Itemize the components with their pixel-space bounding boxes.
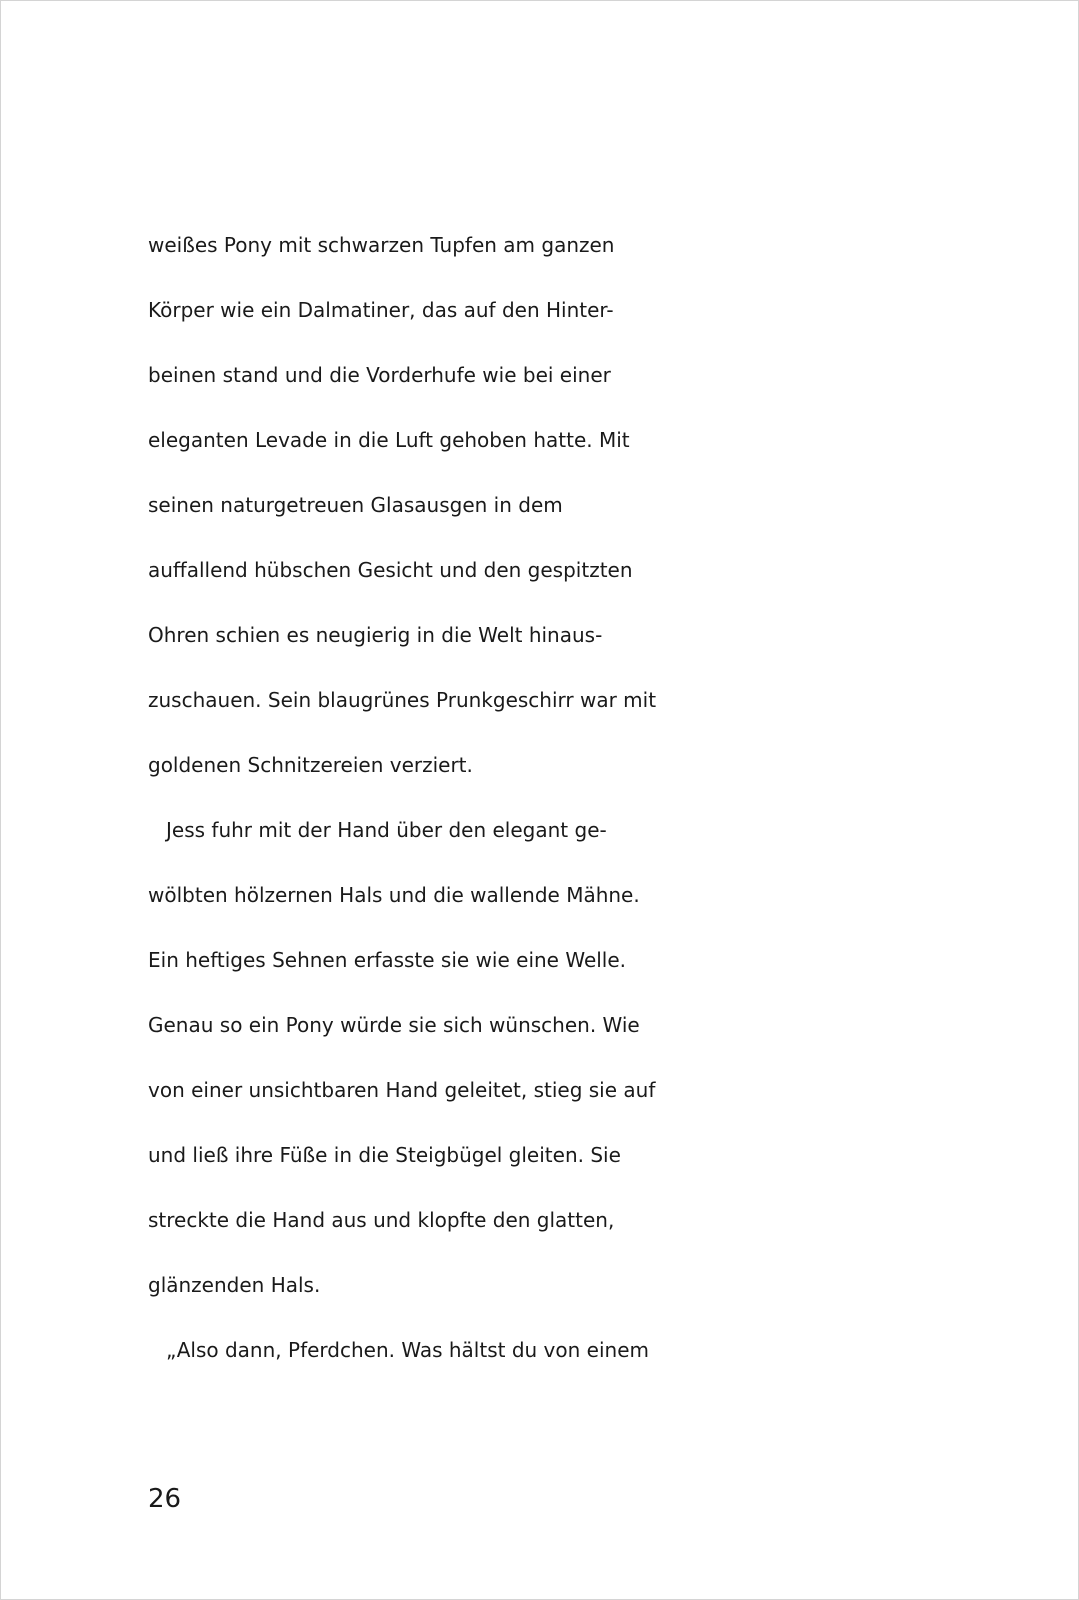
- paragraph-start-line: „Also dann, Pferdchen. Was hältst du von einem: [166, 1338, 649, 1362]
- text-line: und ließ ihre Füße in die Steigbügel gleiten. Sie: [148, 1143, 621, 1167]
- paragraph-start-line: Jess fuhr mit der Hand über den elegant ge-: [166, 818, 607, 842]
- text-line: goldenen Schnitzereien verziert.: [148, 753, 473, 777]
- page-number: 26: [148, 1484, 182, 1514]
- text-line: glänzenden Hals.: [148, 1273, 321, 1297]
- text-line: weißes Pony mit schwarzen Tupfen am ganzen: [148, 233, 615, 257]
- text-line: auffallend hübschen Gesicht und den gespitzten: [148, 558, 633, 582]
- text-line: wölbten hölzernen Hals und die wallende Mähne.: [148, 883, 640, 907]
- text-line: Genau so ein Pony würde sie sich wünschen. Wie: [148, 1013, 640, 1037]
- text-line: Körper wie ein Dalmatiner, das auf den Hinter-: [148, 298, 614, 322]
- text-line: zuschauen. Sein blaugrünes Prunkgeschirr war mit: [148, 688, 657, 712]
- text-line: eleganten Levade in die Luft gehoben hatte. Mit: [148, 428, 630, 452]
- text-line: von einer unsichtbaren Hand geleitet, stieg sie auf: [148, 1078, 656, 1102]
- text-line: streckte die Hand aus und klopfte den glatten,: [148, 1208, 615, 1232]
- text-line: beinen stand und die Vorderhufe wie bei einer: [148, 363, 611, 387]
- text-line: Ohren schien es neugierig in die Welt hinaus-: [148, 623, 603, 647]
- text-line: Ein heftiges Sehnen erfasste sie wie eine Welle.: [148, 948, 627, 972]
- body-text: [148, 213, 948, 1383]
- text-line: seinen naturgetreuen Glasausgen in dem: [148, 493, 563, 517]
